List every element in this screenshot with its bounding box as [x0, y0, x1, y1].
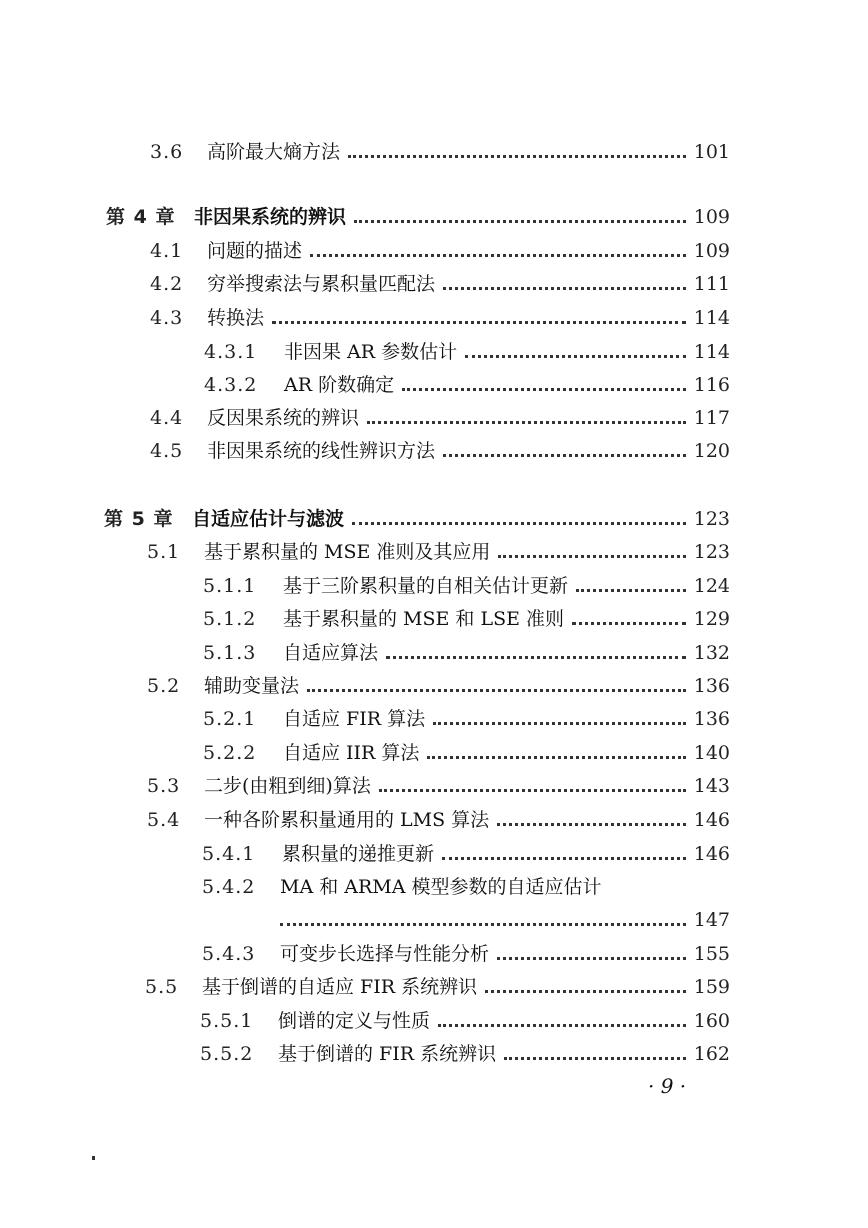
section-number: 5.3: [147, 775, 181, 797]
subsection-number: 5.5.2: [200, 1043, 254, 1065]
section-title: 一种各阶累积量通用的 LMS 算法: [204, 809, 490, 831]
subsection-title: 自适应 IIR 算法: [283, 742, 420, 764]
dot-leader: [443, 287, 686, 290]
dot-leader: [498, 555, 685, 558]
page-number: 136: [693, 708, 730, 730]
page-number: 159: [693, 976, 730, 998]
toc-entry-5-2-2: [203, 740, 730, 766]
dot-leader: [576, 589, 686, 592]
dot-leader: [354, 220, 686, 223]
section-title: 辅助变量法: [204, 675, 300, 697]
toc-entry-4-3-1: [204, 339, 730, 365]
dot-leader: [497, 823, 686, 826]
page-number: 116: [693, 374, 730, 396]
section-title: 基于累积量的 MSE 准则及其应用: [204, 541, 491, 563]
dot-leader: [572, 622, 686, 625]
subsection-title: MA 和 ARMA 模型参数的自适应估计: [280, 876, 602, 898]
subsection-number: 4.3.1: [204, 341, 258, 363]
page-number: 109: [693, 206, 730, 228]
subsection-title: 基于三阶累积量的自相关估计更新: [283, 575, 569, 597]
subsection-title: 基于累积量的 MSE 和 LSE 准则: [283, 608, 565, 630]
dot-leader: [348, 155, 686, 158]
section-number: 4.3: [150, 307, 184, 329]
section-number: 4.2: [150, 273, 184, 295]
page-number: 123: [693, 541, 730, 563]
page-number: 123: [693, 508, 730, 530]
subsection-number: 5.4.2: [202, 876, 256, 898]
subsection-title: 基于倒谱的 FIR 系统辨识: [278, 1043, 497, 1065]
dot-leader: [485, 990, 686, 993]
section-title: 穷举搜索法与累积量匹配法: [207, 273, 436, 295]
subsection-number: 4.3.2: [204, 374, 258, 396]
section-number: 5.5: [145, 976, 179, 998]
toc-entry-4-1: [150, 238, 730, 264]
page-number: 146: [693, 809, 730, 831]
toc-entry-5-5: [145, 974, 730, 1000]
chapter-title: 自适应估计与滤波: [192, 508, 345, 530]
section-title: 高阶最大熵方法: [207, 141, 341, 163]
toc-entry-5-4-1: [202, 841, 730, 867]
page-number: 124: [693, 575, 730, 597]
scan-speck: [92, 1156, 95, 1160]
toc-entry-5-1-2: [203, 606, 730, 632]
dot-leader: [367, 421, 686, 424]
dot-leader: [438, 1024, 686, 1027]
toc-entry-4-3-2: [204, 372, 730, 398]
page-number: 147: [693, 909, 730, 931]
toc-entry-5-4: [147, 807, 730, 833]
toc-entry-4-2: [150, 271, 730, 297]
subsection-number: 5.1.2: [203, 608, 257, 630]
toc-entry-3-6: [150, 139, 730, 165]
section-title: 转换法: [207, 307, 265, 329]
dot-leader: [504, 1057, 686, 1060]
subsection-number: 5.1.1: [203, 575, 257, 597]
section-title: 二步(由粗到细)算法: [204, 775, 371, 797]
section-number: 5.1: [147, 541, 181, 563]
page-number: 162: [693, 1043, 730, 1065]
toc-entry-4-4: [150, 405, 730, 431]
section-title: 反因果系统的辨识: [207, 407, 360, 429]
chapter-title: 非因果系统的辨识: [194, 206, 347, 228]
page-number: 155: [693, 943, 730, 965]
dot-leader: [379, 789, 686, 792]
dot-leader: [307, 689, 686, 692]
dot-leader: [497, 957, 686, 960]
toc-entry-5-3: [147, 773, 730, 799]
subsection-number: 5.1.3: [203, 642, 257, 664]
section-title: 基于倒谱的自适应 FIR 系统辨识: [202, 976, 478, 998]
subsection-title: 倒谱的定义与性质: [278, 1010, 431, 1032]
section-number: 4.5: [150, 440, 184, 462]
page-number: 143: [693, 775, 730, 797]
toc-entry-chapter-5: [104, 506, 730, 532]
toc-entry-5-2-1: [203, 706, 730, 732]
page-number: 109: [693, 240, 730, 262]
page-number: 111: [693, 273, 730, 295]
chapter-number: 第 4 章: [106, 206, 176, 228]
dot-leader: [352, 522, 686, 525]
page-number: 132: [693, 642, 730, 664]
page-number: 114: [693, 341, 730, 363]
toc-entry-5-1-1: [203, 573, 730, 599]
toc-entry-5-4-3: [202, 941, 730, 967]
page-number: 146: [693, 843, 730, 865]
dot-leader: [433, 722, 686, 725]
toc-entry-5-4-2: [202, 874, 730, 900]
section-number: 5.2: [147, 675, 181, 697]
subsection-title: 非因果 AR 参数估计: [284, 341, 458, 363]
toc-entry-5-1: [147, 539, 730, 565]
dot-leader: [465, 355, 686, 358]
toc-entry-5-2: [147, 673, 730, 699]
toc-entry-5-1-3: [203, 640, 730, 666]
toc-entry-4-5: [150, 438, 730, 464]
page-number: 120: [693, 440, 730, 462]
subsection-number: 5.2.2: [203, 742, 257, 764]
subsection-title: 累积量的递推更新: [282, 843, 435, 865]
subsection-number: 5.4.3: [202, 943, 256, 965]
dot-leader: [402, 388, 686, 391]
toc-entry-5-4-2-leader-line: [280, 907, 730, 933]
page-number: 140: [693, 742, 730, 764]
subsection-title: AR 阶数确定: [284, 374, 395, 396]
subsection-number: 5.5.1: [200, 1010, 254, 1032]
page-number: 117: [693, 407, 730, 429]
page-folio: · 9 ·: [648, 1074, 687, 1098]
section-number: 3.6: [150, 141, 184, 163]
section-number: 4.4: [150, 407, 184, 429]
page-number: 160: [693, 1010, 730, 1032]
section-number: 4.1: [150, 240, 184, 262]
page-number: 136: [693, 675, 730, 697]
dot-leader: [280, 923, 686, 926]
subsection-number: 5.4.1: [202, 843, 256, 865]
dot-leader: [443, 454, 686, 457]
dot-leader: [272, 321, 686, 324]
toc-entry-5-5-1: [200, 1008, 730, 1034]
dot-leader: [310, 254, 686, 257]
toc-entry-4-3: [150, 305, 730, 331]
section-title: 问题的描述: [207, 240, 303, 262]
toc-entry-5-5-2: [200, 1041, 730, 1067]
page-number: 114: [693, 307, 730, 329]
subsection-title: 自适应 FIR 算法: [283, 708, 426, 730]
section-number: 5.4: [147, 809, 181, 831]
section-title: 非因果系统的线性辨识方法: [207, 440, 436, 462]
page-number: 129: [693, 608, 730, 630]
subsection-title: 自适应算法: [283, 642, 379, 664]
chapter-number: 第 5 章: [104, 508, 174, 530]
page-number: 101: [693, 141, 730, 163]
subsection-number: 5.2.1: [203, 708, 257, 730]
dot-leader: [442, 857, 686, 860]
toc-entry-chapter-4: [106, 204, 730, 230]
dot-leader: [386, 656, 686, 659]
dot-leader: [427, 756, 685, 759]
subsection-title: 可变步长选择与性能分析: [280, 943, 490, 965]
